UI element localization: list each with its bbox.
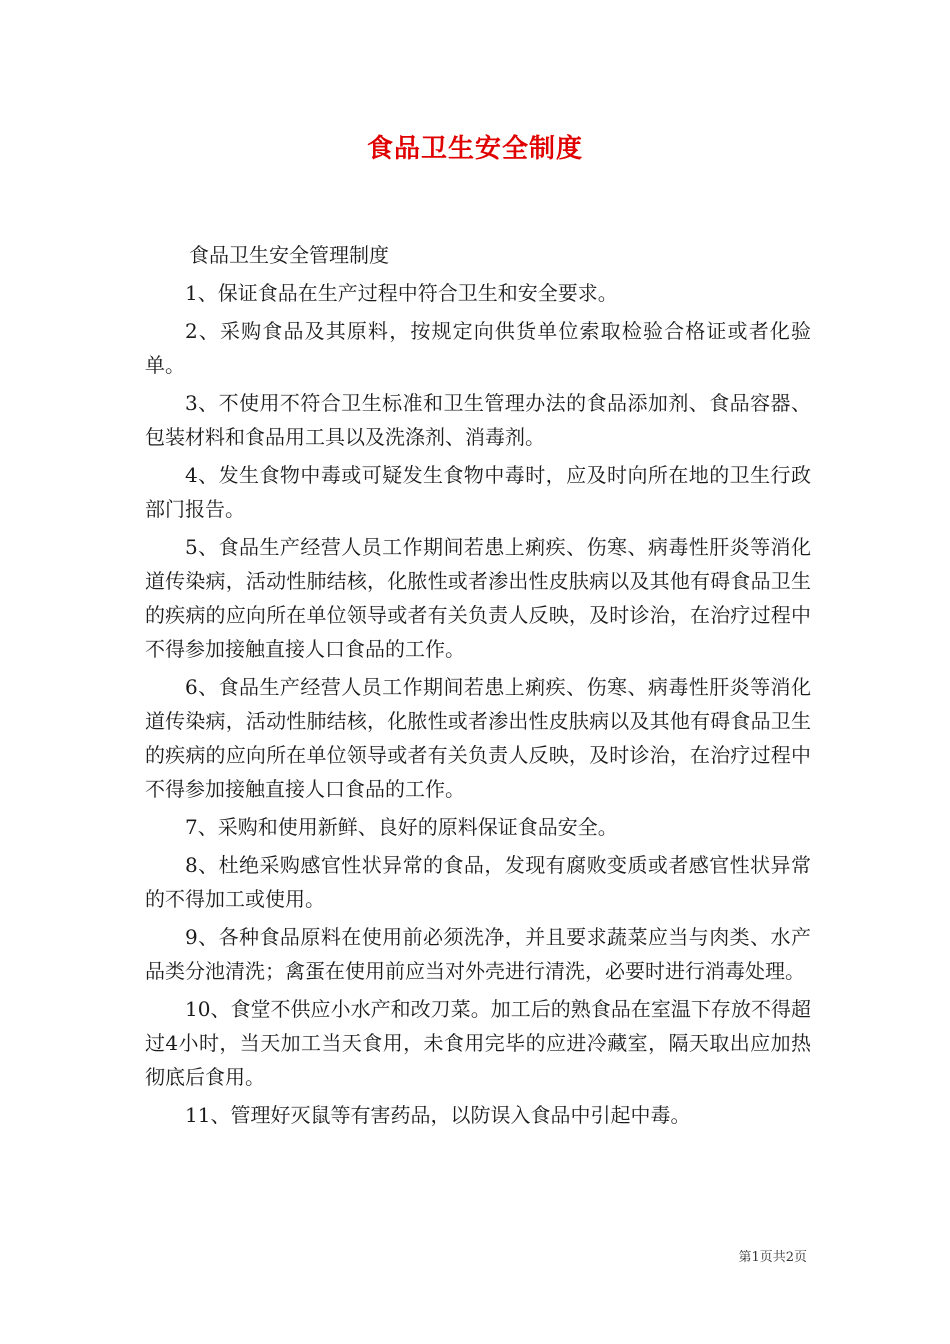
paragraph-11: 11、管理好灭鼠等有害药品，以防误入食品中引起中毒。 <box>185 1103 691 1127</box>
page-number-footer: 第1页共2页 <box>738 1250 807 1265</box>
paragraph-4: 4、发生食物中毒或可疑发生食物中毒时，应及时向所在地的卫生行政部门报告。 <box>145 463 811 521</box>
paragraph-3: 3、不使用不符合卫生标准和卫生管理办法的食品添加剂、食品容器、包装材料和食品用工具以及洗涤剂、消毒剂。 <box>145 391 811 449</box>
paragraph-9: 9、各种食品原料在使用前必须洗净，并且要求蔬菜应当与肉类、水产品类分池清洗；禽蛋在使用前应当对外壳进行清洗，必要时进行消毒处理。 <box>145 925 811 983</box>
paragraph-5: 5、食品生产经营人员工作期间若患上痢疾、伤寒、病毒性肝炎等消化道传染病，活动性肺结核，化脓性或者渗出性皮肤病以及其他有碍食品卫生的疾病的应向所在单位领导或者有关负责人反映，及时诊治，在治疗过程中不得参加接触直接人口食品的工作。 <box>145 535 811 661</box>
paragraph-8: 8、杜绝采购感官性状异常的食品，发现有腐败变质或者感官性状异常的不得加工或使用。 <box>145 853 811 911</box>
paragraph-10: 10、食堂不供应小水产和改刀菜。加工后的熟食品在室温下存放不得超过4小时，当天加工当天食用，未食用完毕的应进冷藏室，隔天取出应加热彻底后食用。 <box>145 997 811 1089</box>
paragraph-2: 2、采购食品及其原料，按规定向供货单位索取检验合格证或者化验单。 <box>145 319 811 377</box>
paragraph-7: 7、采购和使用新鲜、良好的原料保证食品安全。 <box>185 815 618 839</box>
paragraph-1: 1、保证食品在生产过程中符合卫生和安全要求。 <box>185 281 618 305</box>
page-title: 食品卫生安全制度 <box>366 134 583 164</box>
paragraph-6: 6、食品生产经营人员工作期间若患上痢疾、伤寒、病毒性肝炎等消化道传染病，活动性肺结核，化脓性或者渗出性皮肤病以及其他有碍食品卫生的疾病的应向所在单位领导或者有关负责人反映，及时诊治，在治疗过程中不得参加接触直接人口食品的工作。 <box>145 675 811 801</box>
document-body <box>145 238 811 1132</box>
document-subtitle: 食品卫生安全管理制度 <box>189 243 389 267</box>
